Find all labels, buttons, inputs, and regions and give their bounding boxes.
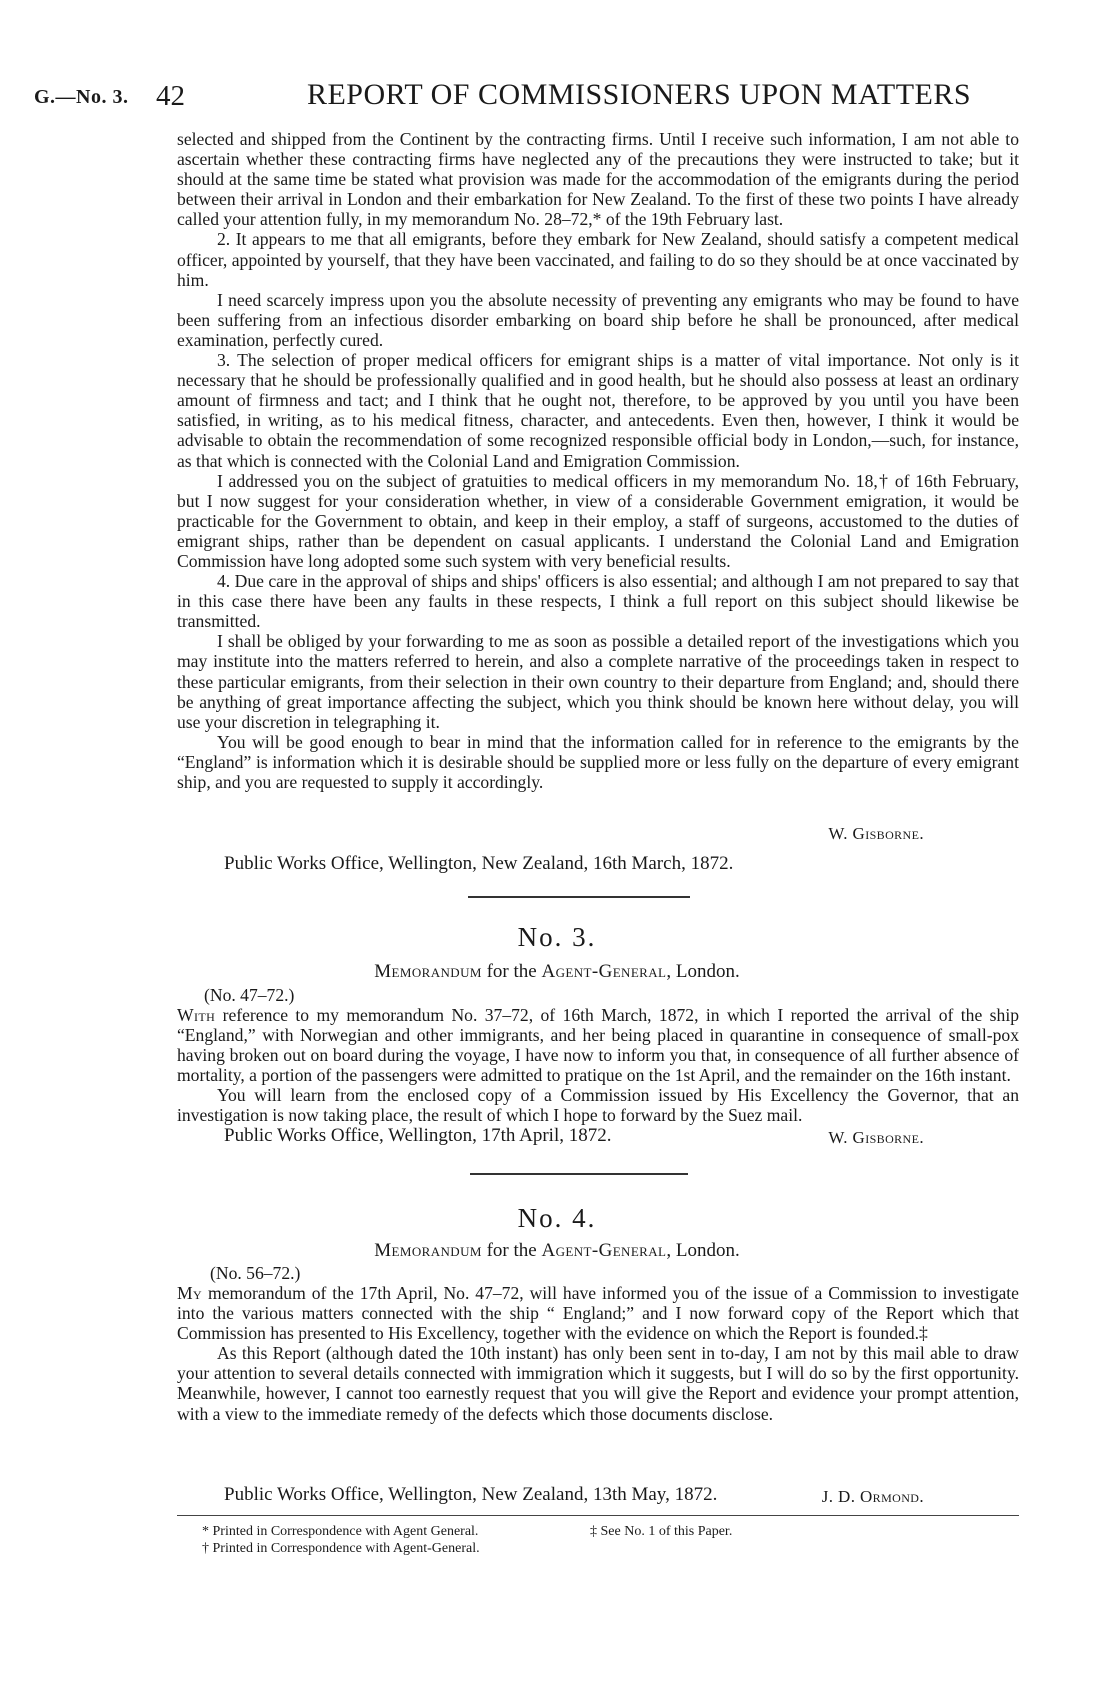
footnote-rule <box>177 1515 1019 1516</box>
footnote-dagger: † Printed in Correspondence with Agent-General. <box>202 1541 480 1556</box>
page-number: 42 <box>156 80 185 112</box>
paragraph: I need scarcely impress upon you the absolute necessity of preventing any emigrants who may be found to have been suffering from an infectious disorder embarking on board ship before he shall be pronounced, after medical examination, perfectly cured. <box>177 289 1019 350</box>
paragraph: You will learn from the enclosed copy of a Commission issued by His Excellency the Governor, that an investigation is now taking place, the result of which I hope to forward by the Suez mail. <box>177 1085 1019 1126</box>
section-subtitle: Memorandum for the Agent-General, London. <box>374 1240 740 1261</box>
dateline: Public Works Office, Wellington, New Zealand, 13th May, 1872. <box>224 1484 718 1505</box>
section-divider <box>468 896 690 898</box>
memorandum-number: (No. 47–72.) <box>204 985 295 1005</box>
dateline: Public Works Office, Wellington, New Zealand, 16th March, 1872. <box>224 853 734 874</box>
footnote-double-dagger: ‡ See No. 1 of this Paper. <box>590 1524 733 1539</box>
paragraph: 4. Due care in the approval of ships and ships' officers is also essential; and although I am not prepared to say that in this case there have been any faults in these respects, I think a full report on this subject should likewise be transmitted. <box>177 571 1019 632</box>
memorandum-number: (No. 56–72.) <box>210 1263 301 1283</box>
paragraph: With reference to my memorandum No. 37–72, of 16th March, 1872, in which I reported the arrival of the ship “England,” with Norwegian and other immigrants, and her being placed in quarantine in consequence of small-pox having broken out on board during the voyage, I have now to inform you that, in consequence of all further absence of mortality, a portion of the passengers were admitted to pratique on the 1st April, and the remainder on the 16th instant. <box>177 1005 1019 1086</box>
section-subtitle: Memorandum for the Agent-General, London. <box>374 961 740 982</box>
memorandum-body <box>177 1005 1019 1126</box>
paragraph: As this Report (although dated the 10th instant) has only been sent in to-day, I am not by this mail able to draw your attention to several details connected with immigration which it suggests, but I will do so by the first opportunity. Meanwhile, however, I cannot too earnestly request that you will give the Report and evidence your prompt attention, with a view to the immediate remedy of the defects which those documents disclose. <box>177 1343 1019 1424</box>
paragraph: 2. It appears to me that all emigrants, before they embark for New Zealand, should satisfy a competent medical officer, appointed by yourself, that they have been vaccinated, and failing to do so they should be at once vaccinated by him. <box>177 229 1019 290</box>
memorandum-body <box>177 1283 1019 1424</box>
paragraph: I addressed you on the subject of gratuities to medical officers in my memorandum No. 18,† of 16th February, but I now suggest for your consideration whether, in view of a considerable Government emigration, it would be practicable for the Government to obtain, and keep in their employ, a staff of surgeons, accustomed to the duties of emigrant ships, rather than be dependent on casual applicants. I understand the Colonial Land and Emigration Commission have long adopted some such system with very beneficial results. <box>177 470 1019 571</box>
paragraph: 3. The selection of proper medical officers for emigrant ships is a matter of vital importance. Not only is it necessary that he should be professionally qualified and in good health, but he should also possess at least an ordinary amount of firmness and tact; and I think that he ought not, therefore, to be approved by you until you have been satisfied, in writing, as to his medical fitness, character, and antecedents. Even then, however, I think it would be advisable to obtain the recommendation of some recognized responsible official body in London,—such, for instance, as that which is connected with the Colonial Land and Emigration Commission. <box>177 350 1019 471</box>
section-divider <box>470 1173 688 1175</box>
paragraph: selected and shipped from the Continent by the contracting firms. Until I receive such information, I am not able to ascertain whether these contracting firms have neglected any of the precautions they were instructed to take; but it should at the same time be stated what provision was made for the accommodation of the emigrants during the period between their arrival in London and their embarkation for New Zealand. To the first of these two points I have already called your attention fully, in my memorandum No. 28–72,* of the 19th February last. <box>177 129 1019 230</box>
dateline: Public Works Office, Wellington, 17th April, 1872. <box>224 1125 612 1146</box>
signature: W. Gisborne. <box>828 1128 924 1147</box>
paragraph: You will be good enough to bear in mind that the information called for in reference to the emigrants by the “England” is information which it is desirable should be supplied more or less fully on the departure of every emigrant ship, and you are requested to supply it accordingly. <box>177 731 1019 792</box>
section-title: No. 4. <box>517 1203 597 1233</box>
signature: W. Gisborne. <box>828 824 924 843</box>
running-title: REPORT OF COMMISSIONERS UPON MATTERS <box>306 78 972 111</box>
continued-memorandum-body <box>177 129 1019 792</box>
section-title: No. 3. <box>517 922 597 952</box>
paragraph: I shall be obliged by your forwarding to me as soon as possible a detailed report of the investigations which you may institute into the matters referred to herein, and also a complete narrative of the proceedings taken in respect to these particular emigrants, from their selection in their own country to their departure from England; and, should there be anything of great importance affecting the subject, which you think should be known here without delay, you will use your discretion in telegraphing it. <box>177 631 1019 732</box>
paper-reference: G.—No. 3. <box>34 86 129 108</box>
page-header <box>34 76 1044 116</box>
paragraph: My memorandum of the 17th April, No. 47–72, will have informed you of the issue of a Commission to investigate into the various matters connected with the ship “ England;” and I now forward copy of the Report which that Commission has presented to His Excellency, together with the evidence on which the Report is founded.‡ <box>177 1283 1019 1344</box>
footnote-star: * Printed in Correspondence with Agent General. <box>202 1524 479 1539</box>
signature: J. D. Ormond. <box>821 1487 924 1506</box>
